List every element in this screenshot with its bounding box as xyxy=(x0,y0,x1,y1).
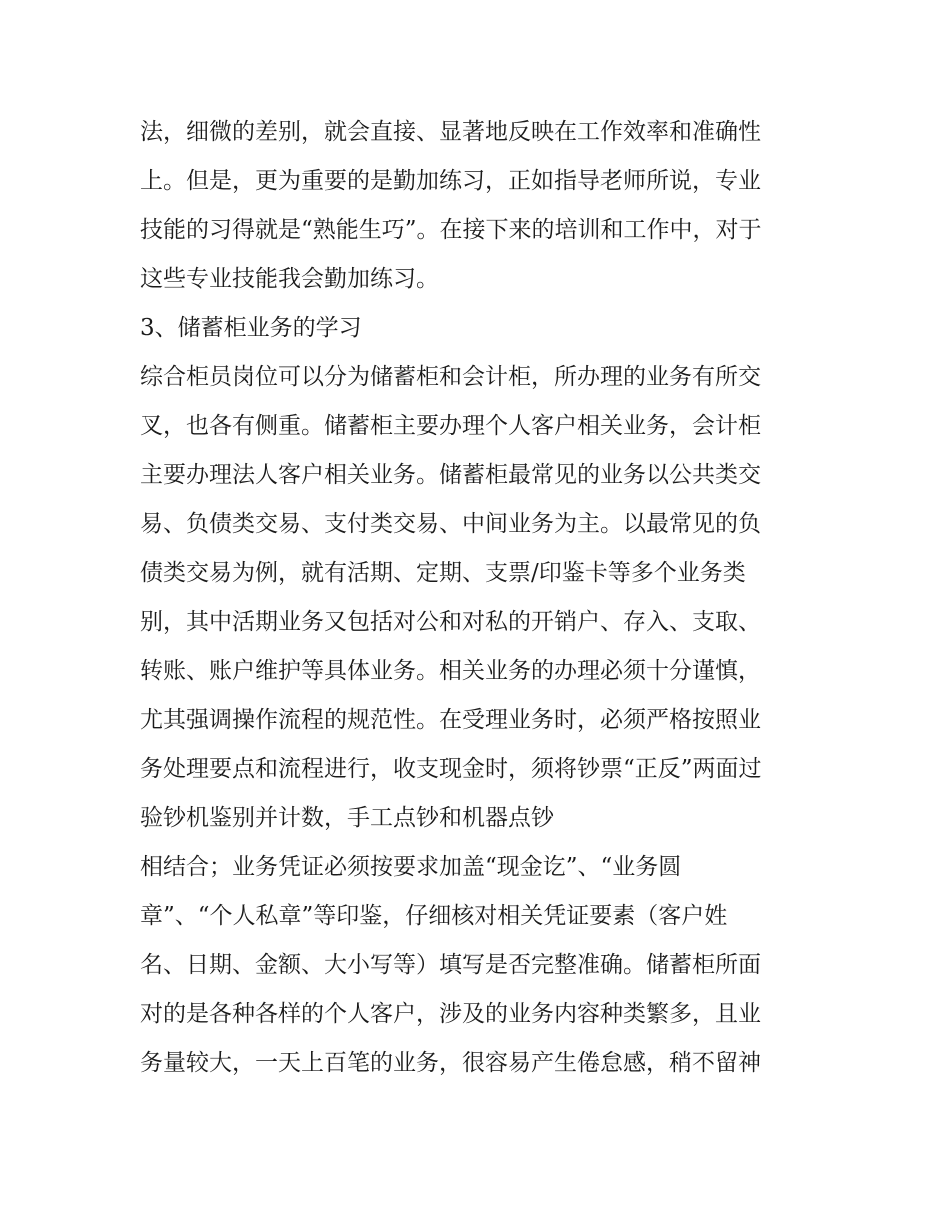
text-line: 技能的习得就是“熟能生巧”。在接下来的培训和工作中，对于 xyxy=(140,217,762,243)
text-line: 务处理要点和流程进行，收支现金时，须将钞票“正反”两面过 xyxy=(140,756,762,782)
text-line: 主要办理法人客户相关业务。储蓄柜最常见的业务以公共类交 xyxy=(140,462,761,488)
text-line: 对的是各种各样的个人客户，涉及的业务内容种类繁多，且业 xyxy=(140,1001,761,1027)
text-line: 尤其强调操作流程的规范性。在受理业务时，必须严格按照业 xyxy=(140,707,761,733)
text-line: 别，其中活期业务又包括对公和对私的开销户、存入、支取、 xyxy=(140,609,761,635)
text-line: 叉，也各有侧重。储蓄柜主要办理个人客户相关业务，会计柜 xyxy=(140,413,761,439)
text-line: 章”、“个人私章”等印鉴，仔细核对相关凭证要素（客户姓 xyxy=(140,903,728,929)
section-heading: 3、储蓄柜业务的学习 xyxy=(140,315,362,341)
text-line: 债类交易为例，就有活期、定期、支票/印鉴卡等多个业务类 xyxy=(140,560,746,586)
text-line: 易、负债类交易、支付类交易、中间业务为主。以最常见的负 xyxy=(140,511,761,537)
text-line: 名、日期、金额、大小写等）填写是否完整准确。储蓄柜所面 xyxy=(140,952,761,978)
text-line: 相结合；业务凭证必须按要求加盖“现金讫”、“业务圆 xyxy=(140,854,682,880)
text-line: 上。但是，更为重要的是勤加练习，正如指导老师所说，专业 xyxy=(140,168,761,194)
text-line: 这些专业技能我会勤加练习。 xyxy=(140,266,439,292)
text-line: 法，细微的差别，就会直接、显著地反映在工作效率和准确性 xyxy=(140,119,761,145)
text-line: 务量较大，一天上百笔的业务，很容易产生倦怠感，稍不留神 xyxy=(140,1050,761,1076)
text-line: 转账、账户维护等具体业务。相关业务的办理必须十分谨慎， xyxy=(140,658,761,684)
text-line: 综合柜员岗位可以分为储蓄柜和会计柜，所办理的业务有所交 xyxy=(140,364,761,390)
text-line: 验钞机鉴别并计数，手工点钞和机器点钞 xyxy=(140,805,554,831)
